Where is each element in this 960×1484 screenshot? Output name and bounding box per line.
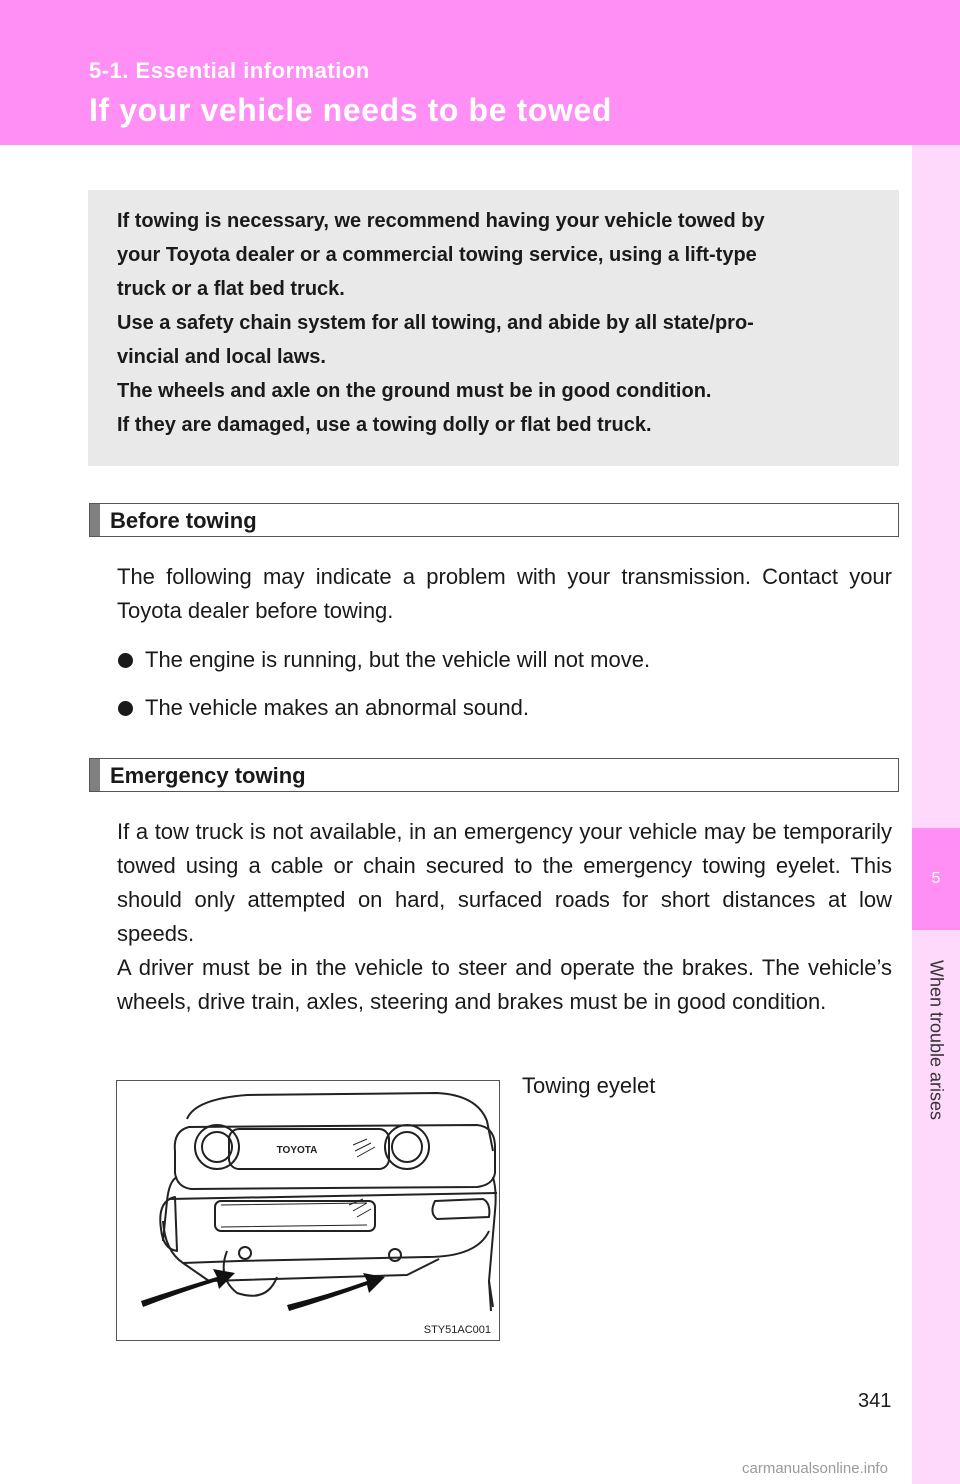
vehicle-front-drawing [117, 1081, 500, 1341]
heading-text: Before towing [110, 508, 257, 533]
intro-box [88, 190, 899, 466]
intro-line: If towing is necessary, we recommend having your vehicle towed by [117, 210, 765, 232]
intro-line: If they are damaged, use a towing dolly or flat bed truck. [117, 414, 652, 436]
before-towing-text: The following may indicate a problem with your transmission. Contact your Toyota dealer before towing. [117, 564, 892, 623]
grille-logo-text: TOYOTA [276, 1145, 318, 1156]
towing-eyelet-callout: Towing eyelet [522, 1073, 656, 1098]
before-towing-heading [89, 503, 899, 537]
heading-marker [90, 504, 100, 536]
intro-line: your Toyota dealer or a commercial towing service, using a lift-type [117, 244, 757, 266]
heading-marker [90, 759, 100, 791]
list-item [117, 643, 650, 677]
emergency-towing-paragraph-1: If a tow truck is not available, in an emergency your vehicle may be temporarily towed using a cable or chain secured to the emergency towing eyelet. This should only attempted on hard, surfaced roads for short distances at low speeds. [117, 819, 892, 946]
page-number: 341 [858, 1390, 892, 1412]
watermark: carmanualsonline.info [742, 1460, 888, 1477]
emergency-towing-heading [89, 758, 899, 792]
intro-line: truck or a flat bed truck. [117, 278, 345, 300]
intro-line: vincial and local laws. [117, 346, 326, 368]
list-item-text: The engine is running, but the vehicle will not move. [145, 647, 651, 672]
chapter-name: When trouble arises [926, 959, 947, 1121]
section-label: 5-1. Essential information [89, 58, 370, 83]
chapter-number: 5 [931, 870, 941, 887]
figure-code: STY51AC001 [423, 1324, 491, 1336]
list-item-text: The vehicle makes an abnormal sound. [145, 695, 529, 720]
bullet-icon [118, 701, 133, 716]
chapter-header [0, 0, 960, 145]
towing-eyelet-illustration [116, 1080, 500, 1341]
emergency-towing-paragraph-2: A driver must be in the vehicle to steer and operate the brakes. The vehicle’s wheels, drive train, axles, steering and brakes must be in good condition. [117, 955, 892, 1014]
page-title: If your vehicle needs to be towed [89, 92, 613, 128]
chapter-side-strip [912, 145, 960, 1484]
heading-text: Emergency towing [110, 763, 306, 788]
bullet-icon [118, 653, 133, 668]
list-item [117, 691, 529, 725]
chapter-tab[interactable] [912, 828, 960, 930]
intro-line: Use a safety chain system for all towing, and abide by all state/pro- [117, 312, 754, 334]
intro-line: The wheels and axle on the ground must be in good condition. [117, 380, 712, 402]
